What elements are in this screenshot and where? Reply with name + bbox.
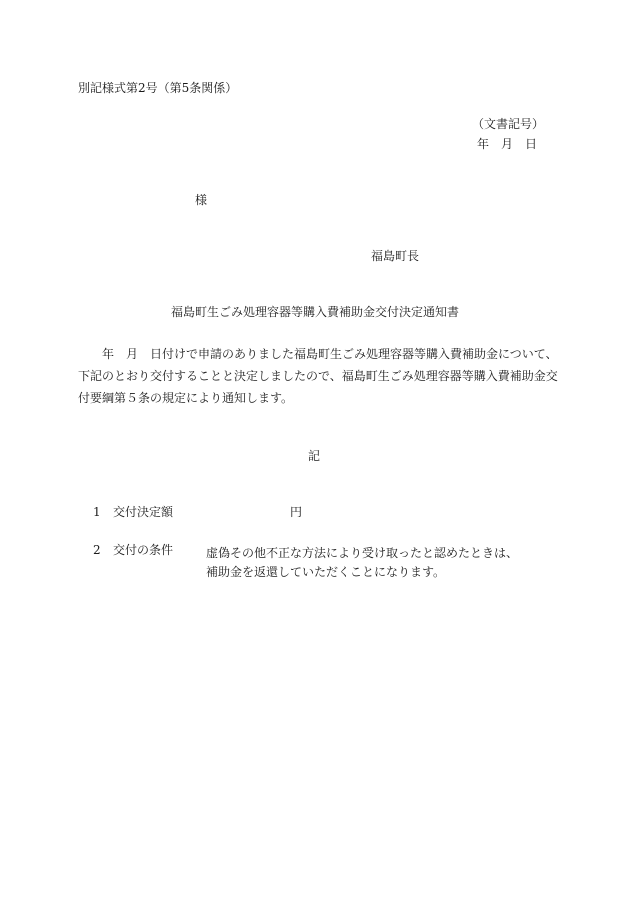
item-label-conditions: 交付の条件 [113, 543, 174, 557]
conditions-line: 虚偽その他不正な方法により受け取ったと認めたときは、 [206, 546, 519, 560]
yen-unit: 円 [290, 505, 303, 519]
ki-heading: 記 [308, 449, 321, 463]
form-label: 別記様式第2号（第5条関係） [78, 81, 238, 95]
date-line: 年 月 日 [477, 137, 538, 151]
body-line: 年 月 日付けで申請のありました福島町生ごみ処理容器等購入費補助金について、 [102, 347, 558, 361]
item-label-amount: 交付決定額 [113, 505, 174, 519]
sender-name: 福島町長 [371, 249, 420, 263]
body-paragraph [78, 343, 556, 409]
item-number: 1 [93, 505, 101, 519]
item-number: 2 [93, 543, 101, 557]
conditions-line: 補助金を返還していただくことになります。 [206, 565, 446, 579]
document-number: （文書記号） [472, 117, 545, 131]
conditions-text [206, 544, 518, 582]
addressee-honorific: 様 [195, 193, 208, 207]
body-line: 付要綱第５条の規定により通知します。 [78, 391, 294, 405]
body-line: 下記のとおり交付することと決定しましたので、福島町生ごみ処理容器等購入費補助金交 [78, 369, 558, 383]
document-title: 福島町生ごみ処理容器等購入費補助金交付決定通知書 [171, 305, 460, 319]
